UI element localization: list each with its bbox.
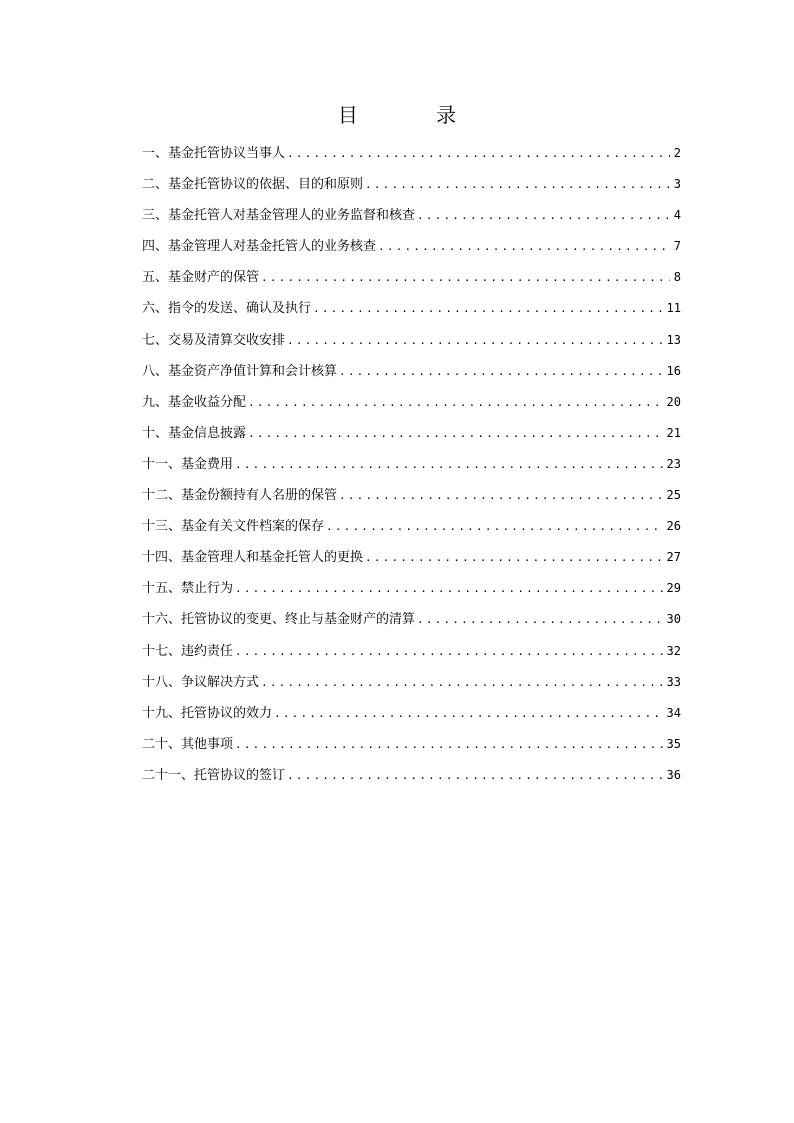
- toc-dot-leader: [313, 293, 663, 324]
- toc-entry-page-number: 33: [666, 674, 681, 689]
- toc-entry-page-number: 29: [666, 581, 681, 596]
- toc-entry[interactable]: [142, 729, 681, 760]
- toc-entry-page-number: 35: [666, 736, 681, 751]
- toc-entry-label: 七、交易及清算交收安排: [142, 332, 286, 348]
- toc-dot-leader: [261, 667, 663, 698]
- toc-dot-leader: [235, 729, 663, 760]
- toc-entry-page-number: 11: [666, 301, 681, 316]
- toc-entry[interactable]: [142, 604, 681, 635]
- toc-entry-label: 十八、争议解决方式: [142, 674, 260, 690]
- toc-entry[interactable]: [142, 636, 681, 667]
- toc-dot-leader: [287, 325, 663, 356]
- toc-dot-leader: [365, 542, 663, 573]
- toc-entry[interactable]: [142, 511, 681, 542]
- toc-entry-label: 二十、其他事项: [142, 736, 234, 752]
- toc-entry-label: 六、指令的发送、确认及执行: [142, 301, 312, 317]
- toc-entry[interactable]: [142, 169, 681, 200]
- toc-entry-label: 十五、禁止行为: [142, 581, 234, 597]
- toc-dot-leader: [417, 200, 670, 231]
- toc-entry-label: 四、基金管理人对基金托管人的业务核查: [142, 239, 377, 255]
- toc-entry-label: 十、基金信息披露: [142, 425, 247, 441]
- toc-dot-leader: [287, 138, 670, 169]
- toc-entry[interactable]: [142, 356, 681, 387]
- toc-dot-leader: [339, 480, 663, 511]
- toc-entry-page-number: 34: [666, 705, 681, 720]
- toc-entry[interactable]: [142, 480, 681, 511]
- toc-dot-leader: [235, 636, 663, 667]
- toc-dot-leader: [287, 760, 663, 791]
- toc-dot-leader: [417, 604, 663, 635]
- toc-entry-label: 一、基金托管协议当事人: [142, 146, 286, 161]
- toc-entry[interactable]: [142, 262, 681, 293]
- toc-entry-page-number: 2: [673, 146, 681, 160]
- toc-entry-label: 二十一、托管协议的签订: [142, 767, 286, 783]
- toc-entry-page-number: 23: [666, 456, 681, 471]
- toc-entry-label: 十二、基金份额持有人名册的保管: [142, 488, 338, 504]
- toc-entry-page-number: 16: [666, 363, 681, 378]
- toc-dot-leader: [365, 169, 670, 200]
- toc-entry[interactable]: [142, 418, 681, 449]
- toc-dot-leader: [326, 511, 663, 542]
- page-title: 目 录: [337, 103, 493, 127]
- toc-entry[interactable]: [142, 138, 681, 169]
- toc-entry-page-number: 30: [666, 612, 681, 627]
- toc-entry[interactable]: [142, 200, 681, 231]
- toc-dot-leader: [235, 449, 663, 480]
- toc-entry[interactable]: [142, 231, 681, 262]
- toc-entry-page-number: 21: [666, 425, 681, 440]
- toc-entry-label: 十三、基金有关文件档案的保存: [142, 519, 325, 535]
- toc-entry-page-number: 27: [666, 550, 681, 565]
- toc-entry[interactable]: [142, 325, 681, 356]
- toc-entry[interactable]: [142, 449, 681, 480]
- toc-entry-page-number: 13: [666, 332, 681, 347]
- toc-entry-page-number: 4: [673, 208, 681, 223]
- toc-entry[interactable]: [142, 760, 681, 791]
- toc-entry-page-number: 32: [666, 643, 681, 658]
- toc-entry-page-number: 3: [673, 177, 681, 192]
- toc-entry-page-number: 26: [666, 519, 681, 534]
- toc-entry-page-number: 7: [673, 239, 681, 254]
- toc-entry-label: 十四、基金管理人和基金托管人的更换: [142, 550, 364, 566]
- toc-entry-label: 三、基金托管人对基金管理人的业务监督和核查: [142, 208, 416, 224]
- toc-entry-label: 十一、基金费用: [142, 456, 234, 472]
- table-of-contents: [142, 138, 681, 791]
- toc-entry-page-number: 8: [673, 270, 681, 285]
- toc-dot-leader: [248, 418, 663, 449]
- toc-entry[interactable]: [142, 667, 681, 698]
- toc-entry[interactable]: [142, 573, 681, 604]
- toc-dot-leader: [261, 262, 670, 293]
- toc-entry-page-number: 20: [666, 394, 681, 409]
- toc-entry-label: 十七、违约责任: [142, 643, 234, 659]
- toc-dot-leader: [235, 573, 663, 604]
- toc-dot-leader: [339, 356, 663, 387]
- toc-entry-label: 五、基金财产的保管: [142, 270, 260, 286]
- toc-dot-leader: [248, 387, 663, 418]
- toc-entry-page-number: 36: [666, 767, 681, 782]
- toc-entry-label: 十九、托管协议的效力: [142, 705, 273, 721]
- toc-dot-leader: [274, 698, 663, 729]
- toc-entry-label: 十六、托管协议的变更、终止与基金财产的清算: [142, 612, 416, 628]
- toc-entry-label: 二、基金托管协议的依据、目的和原则: [142, 177, 364, 193]
- toc-entry-page-number: 25: [666, 488, 681, 503]
- toc-entry[interactable]: [142, 293, 681, 324]
- toc-entry[interactable]: [142, 542, 681, 573]
- toc-entry[interactable]: [142, 698, 681, 729]
- toc-dot-leader: [378, 231, 670, 262]
- toc-entry[interactable]: [142, 387, 681, 418]
- toc-entry-label: 九、基金收益分配: [142, 394, 247, 410]
- toc-entry-label: 八、基金资产净值计算和会计核算: [142, 363, 338, 379]
